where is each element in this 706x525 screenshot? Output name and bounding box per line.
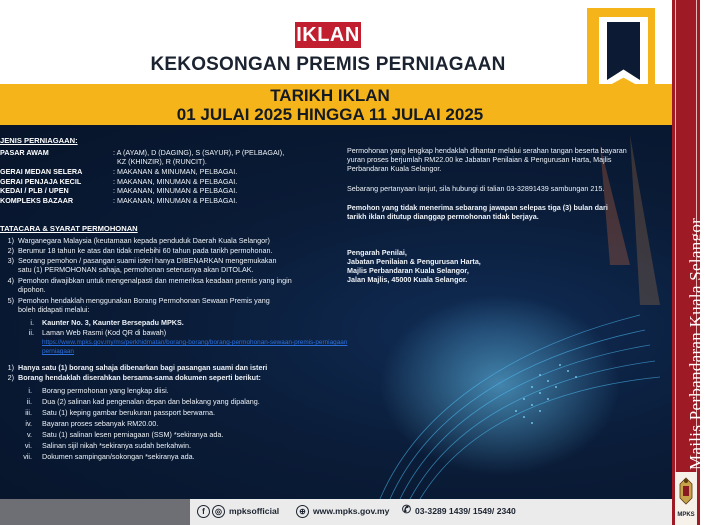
list-number: ii. bbox=[28, 328, 34, 337]
address-line: Jalan Majlis, 45000 Kuala Selangor. bbox=[347, 275, 468, 284]
category-name: GERAI MEDAN SELERA bbox=[0, 167, 83, 176]
document-text: Borang permohonan yang lengkap diisi. bbox=[42, 386, 169, 395]
document-text: Bayaran proses sebanyak RM20.00. bbox=[42, 419, 159, 428]
category-name: KEDAI / PLB / UPEN bbox=[0, 186, 69, 195]
facebook-icon[interactable]: f bbox=[197, 505, 210, 518]
list-number: 2) bbox=[7, 246, 14, 255]
terms-title: TATACARA & SYARAT PERMOHONAN bbox=[0, 224, 138, 233]
headline: KEKOSONGAN PREMIS PERNIAGAAN bbox=[150, 54, 506, 75]
list-number: i. bbox=[30, 318, 34, 327]
list-number: 1) bbox=[7, 236, 14, 245]
list-number: v. bbox=[26, 430, 32, 439]
phone-numbers: 03-3289 1439/ 1549/ 2340 bbox=[415, 506, 516, 516]
ad-badge: IKLAN bbox=[296, 24, 360, 46]
address-line: Pengarah Penilai, bbox=[347, 248, 407, 257]
note-text: Borang hendaklah diserahkan bersama-sama dokumen seperti berikut: bbox=[18, 373, 261, 382]
category-value: : A (AYAM), D (DAGING), S (SAYUR), P (PELBAGAI), bbox=[113, 148, 285, 157]
form-download-link-cont[interactable]: perniagaan bbox=[42, 348, 74, 355]
list-number: vi. bbox=[24, 441, 32, 450]
term-text: Berumur 18 tahun ke atas dan tidak melebihi 60 tahun pada tarikh permohonan. bbox=[18, 246, 273, 255]
address-line: Jabatan Penilaian & Pengurusan Harta, bbox=[347, 257, 481, 266]
vertical-council-name: Majlis Perbandaran Kuala Selangor bbox=[686, 217, 705, 470]
crest-label: MPKS bbox=[677, 512, 695, 518]
list-number: 3) bbox=[7, 256, 14, 265]
category-name: PASAR AWAM bbox=[0, 148, 49, 157]
term-text: Warganegara Malaysia (keutamaan kepada penduduk Daerah Kuala Selangor) bbox=[18, 236, 270, 245]
website-link[interactable]: www.mpks.gov.my bbox=[313, 506, 390, 516]
list-number: ii. bbox=[26, 397, 32, 406]
term-text-cont: boleh didapati melalui: bbox=[18, 305, 90, 314]
list-number: 2) bbox=[7, 373, 14, 382]
globe-icon: ⊕ bbox=[296, 505, 309, 518]
social-handle[interactable]: mpksofficial bbox=[229, 506, 280, 516]
date-title: TARIKH IKLAN bbox=[270, 86, 390, 105]
term-text: Pemohon diwajibkan untuk mengenalpasti dan memeriksa keadaan premis yang ingin bbox=[18, 276, 292, 285]
form-download-link[interactable]: https://www.mpks.gov.my/ms/perkhidmatan/borang-borang/borang-permohonan-sewaan-premis-perniagaan bbox=[42, 339, 348, 346]
note-text: Hanya satu (1) borang sahaja dibenarkan bagi pasangan suami dan isteri bbox=[18, 363, 268, 372]
category-value-cont: KZ (KHINZIR), R (RUNCIT). bbox=[117, 157, 207, 166]
list-number: 1) bbox=[7, 363, 14, 372]
term-text-cont: dipohon. bbox=[18, 285, 46, 294]
list-number: 4) bbox=[7, 276, 14, 285]
category-name: GERAI PENJAJA KECIL bbox=[0, 177, 82, 186]
channel-text: Kaunter No. 3, Kaunter Bersepadu MPKS. bbox=[42, 318, 184, 327]
submission-paragraph-cont: Perbandaran Kuala Selangor. bbox=[347, 164, 442, 173]
submission-paragraph-cont: yuran proses berjumlah RM22.00 ke Jabatan Penilaian & Pengurusan Harta, Majlis bbox=[347, 155, 612, 164]
document-text: Dua (2) salinan kad pengenalan depan dan belakang yang dipalang. bbox=[42, 397, 260, 406]
inquiry-paragraph: Sebarang pertanyaan lanjut, sila hubungi di talian 03-32891439 sambungan 215. bbox=[347, 184, 605, 193]
business-types-title: JENIS PERNIAGAAN: bbox=[0, 136, 78, 145]
document-text: Satu (1) salinan lesen perniagaan (SSM) *sekiranya ada. bbox=[42, 430, 224, 439]
submission-paragraph: Permohonan yang lengkap hendaklah dihantar melalui serahan tangan beserta bayaran bbox=[347, 146, 627, 155]
category-value: : MAKANAN, MINUMAN & PELBAGAI. bbox=[113, 177, 238, 186]
category-value: : MAKANAN, MINUMAN & PELBAGAI. bbox=[113, 186, 238, 195]
date-range: 01 JULAI 2025 HINGGA 11 JULAI 2025 bbox=[176, 105, 484, 124]
document-text: Satu (1) keping gambar berukuran passport berwarna. bbox=[42, 408, 215, 417]
document-text: Salinan sijil nikah *sekiranya sudah berkahwin. bbox=[42, 441, 192, 450]
footer-stripe bbox=[0, 499, 190, 525]
term-text-cont: satu (1) PERMOHONAN sahaja, permohonan seterusnya akan DITOLAK. bbox=[18, 265, 254, 274]
list-number: i. bbox=[28, 386, 32, 395]
document-text: Dokumen sampingan/sokongan *sekiranya ada. bbox=[42, 452, 195, 461]
category-value: : MAKANAN, MINUMAN & PELBAGAI. bbox=[113, 196, 238, 205]
list-number: 5) bbox=[7, 296, 14, 305]
outcome-paragraph-cont: tarikh iklan ditutup dianggap permohonan tidak berjaya. bbox=[347, 212, 539, 221]
outcome-paragraph: Pemohon yang tidak menerima sebarang jawapan selepas tiga (3) bulan dari bbox=[347, 203, 608, 212]
category-value: : MAKANAN & MINUMAN, PELBAGAI. bbox=[113, 167, 238, 176]
phone-icon: ✆ bbox=[401, 504, 412, 516]
list-number: vii. bbox=[23, 452, 32, 461]
list-number: iii. bbox=[25, 408, 32, 417]
category-name: KOMPLEKS BAZAAR bbox=[0, 196, 74, 205]
crest-emblem-icon bbox=[675, 472, 697, 512]
list-number: iv. bbox=[25, 419, 32, 428]
address-line: Majlis Perbandaran Kuala Selangor, bbox=[347, 266, 469, 275]
term-text: Seorang pemohon / pasangan suami isteri hanya DIBENARKAN mengemukakan bbox=[18, 256, 277, 265]
term-text: Pemohon hendaklah menggunakan Borang Permohonan Sewaan Premis yang bbox=[18, 296, 270, 305]
instagram-icon[interactable]: ◎ bbox=[212, 505, 225, 518]
channel-text: Laman Web Rasmi (Kod QR di bawah) bbox=[42, 328, 167, 337]
